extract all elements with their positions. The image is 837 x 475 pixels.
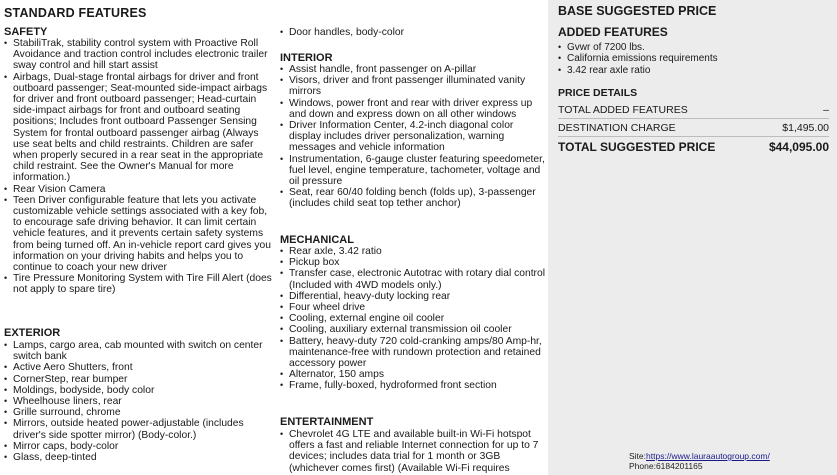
list-item: • Gvwr of 7200 lbs.: [558, 42, 829, 53]
mechanical-list: [280, 246, 545, 392]
added-features-title: ADDED FEATURES: [558, 25, 668, 39]
list-item: • Instrumentation, 6-gauge cluster featuring speedometer, fuel level, engine temperature, tachometer, voltage and oil pressure: [280, 154, 545, 188]
exterior-list: [4, 340, 274, 463]
site-link[interactable]: https://www.lauraautogroup.com/: [646, 451, 770, 461]
phone-number: 6184201165: [655, 461, 703, 471]
list-item: • Alternator, 150 amps: [280, 369, 545, 380]
list-item: • Pickup box: [280, 257, 545, 268]
total-price-label: TOTAL SUGGESTED PRICE: [558, 140, 716, 154]
list-item: • Mirror caps, body-color: [4, 441, 274, 452]
list-item: • 3.42 rear axle ratio: [558, 65, 829, 76]
total-added-features-row: [558, 104, 829, 116]
list-item: • Mirrors, outside heated power-adjustable (includes driver's side spotter mirror) (Body-color.): [4, 418, 274, 440]
list-item: • Tire Pressure Monitoring System with Tire Fill Alert (does not apply to spare tire): [4, 273, 274, 295]
added-features-list: [558, 42, 829, 76]
total-price-row: [558, 140, 829, 154]
list-item: • Transfer case, electronic Autotrac with rotary dial control (Included with 4WD models only.): [280, 268, 545, 290]
list-item: • Cooling, external engine oil cooler: [280, 313, 545, 324]
list-item: • Grille surround, chrome: [4, 407, 274, 418]
list-item: • Battery, heavy-duty 720 cold-cranking amps/80 Amp-hr, maintenance-free with rundown protection and retained accessory power: [280, 336, 545, 370]
phone-label: Phone:: [629, 461, 656, 471]
list-item: • California emissions requirements: [558, 53, 829, 64]
destination-charge-value: $1,495.00: [782, 122, 829, 134]
list-item: • Visors, driver and front passenger illuminated vanity mirrors: [280, 75, 545, 97]
price-details-title: PRICE DETAILS: [558, 87, 638, 99]
list-item: • CornerStep, rear bumper: [4, 374, 274, 385]
list-item: • Four wheel drive: [280, 302, 545, 313]
list-item: • Moldings, bodyside, body color: [4, 385, 274, 396]
site-label: Site:: [629, 451, 647, 461]
exterior-cont-list: [280, 27, 545, 38]
dealer-contact: [629, 451, 770, 471]
list-item: • Assist handle, front passenger on A-pillar: [280, 64, 545, 75]
exterior-heading: EXTERIOR: [4, 327, 61, 339]
entertainment-list: [280, 429, 545, 474]
list-item: • Windows, power front and rear with driver express up and down and express down on all other windows: [280, 98, 545, 120]
total-price-value: $44,095.00: [768, 140, 829, 154]
total-added-features-label: TOTAL ADDED FEATURES: [558, 104, 688, 116]
divider: [558, 136, 829, 137]
list-item: • StabiliTrak, stability control system with Proactive Roll Avoidance and traction control includes electronic trailer sway control and hill start assist: [4, 38, 274, 72]
list-item: • Differential, heavy-duty locking rear: [280, 291, 545, 302]
standard-features-title: STANDARD FEATURES: [4, 6, 147, 20]
total-added-features-value: –: [823, 104, 829, 116]
list-item: • Airbags, Dual-stage frontal airbags for driver and front outboard passenger; Seat-mounted side-impact airbags for driver and front outboard passenger; Head-curtain side-impact airbags for front and outboard seating positions; Includes front outboard Passenger Sensing System for frontal outboard passenger airbag (Always use seat belts and child restraints. Children are safer when properly secured in a rear seat in the appropriate child restraint. See the Owner's Manual for more information.): [4, 72, 274, 184]
destination-charge-row: [558, 122, 829, 134]
list-item: • Active Aero Shutters, front: [4, 362, 274, 373]
list-item: • Rear axle, 3.42 ratio: [280, 246, 545, 257]
divider: [558, 118, 829, 119]
mechanical-heading: MECHANICAL: [280, 234, 354, 246]
pricing-panel: [548, 0, 837, 475]
list-item: • Lamps, cargo area, cab mounted with switch on center switch bank: [4, 340, 274, 362]
list-item: • Door handles, body-color: [280, 27, 545, 38]
list-item: • Teen Driver configurable feature that lets you activate customizable vehicle settings associated with a key fob, to encourage safe driving behavior. It can limit certain vehicle features, and it prevents certain safety systems from being turned off. An in-vehicle report card gives you information on your driving habits and helps you to continue to coach your new driver: [4, 195, 274, 273]
safety-heading: SAFETY: [4, 26, 48, 38]
entertainment-heading: ENTERTAINMENT: [280, 416, 374, 428]
list-item: • Seat, rear 60/40 folding bench (folds up), 3-passenger (includes child seat top tether anchor): [280, 187, 545, 209]
interior-heading: INTERIOR: [280, 52, 333, 64]
list-item: • Driver Information Center, 4.2-inch diagonal color display includes driver personalization, warning messages and vehicle information: [280, 120, 545, 154]
destination-charge-label: DESTINATION CHARGE: [558, 122, 676, 134]
base-price-title: BASE SUGGESTED PRICE: [558, 4, 717, 18]
interior-list: [280, 64, 545, 210]
list-item: • Cooling, auxiliary external transmission oil cooler: [280, 324, 545, 335]
safety-list: [4, 38, 274, 296]
list-item: • Wheelhouse liners, rear: [4, 396, 274, 407]
list-item: • Chevrolet 4G LTE and available built-in Wi-Fi hotspot offers a fast and reliable Internet connection for up to 7 devices; includes data trial for 1 month or 3GB (whichever comes first) (Available Wi-Fi requires: [280, 429, 545, 474]
list-item: • Frame, fully-boxed, hydroformed front section: [280, 380, 545, 391]
list-item: • Glass, deep-tinted: [4, 452, 274, 463]
list-item: • Rear Vision Camera: [4, 184, 274, 195]
